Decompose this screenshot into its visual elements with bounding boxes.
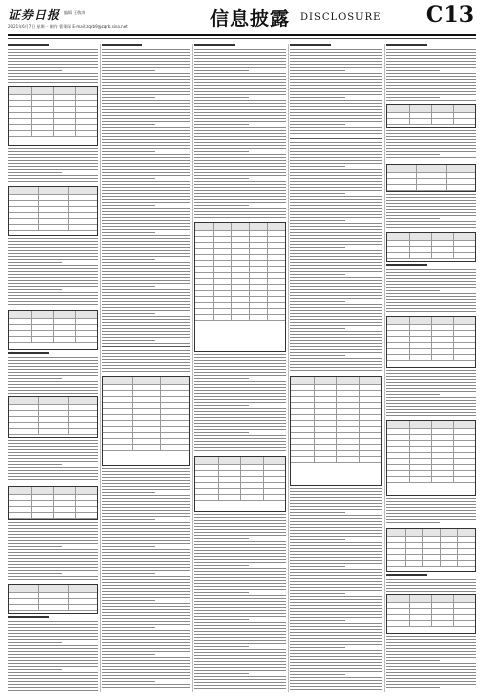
article-text-block [102,350,190,374]
table-row [387,421,475,429]
column-separator [192,44,193,692]
article-text-block [8,522,98,582]
column-separator [288,44,289,692]
article-text-block [8,440,98,484]
table-row [387,561,475,567]
table-row [387,317,475,325]
data-table [8,310,98,350]
editor-line: 编辑 王敬涛 [64,10,86,15]
table-row [9,397,97,405]
data-table [386,420,476,496]
table-row [291,457,381,463]
article-text-block [386,44,476,102]
table-row [103,377,189,385]
article-text-block [290,142,382,374]
article-text-block [194,354,286,454]
data-table [290,376,382,486]
table-row [9,187,97,195]
article-text-block [290,44,382,136]
table-row [9,131,97,137]
table-row [195,223,285,231]
data-table [194,222,286,352]
article-text-block [386,498,476,526]
article-text-block [8,44,98,84]
table-row [387,595,475,603]
article-text-block [386,370,476,418]
data-table [386,104,476,128]
table-row [387,165,475,173]
data-table [102,376,190,466]
column-1 [8,44,98,692]
masthead-logo: 证券日报 [8,8,61,22]
table-row [195,495,285,501]
article-text-block [194,44,286,220]
article-text-block [102,44,190,344]
table-row [195,315,285,321]
table-row [387,185,475,191]
data-table [386,164,476,192]
table-row [9,513,97,519]
article-text-block [102,468,190,692]
column-separator [100,44,101,692]
data-table [8,396,98,438]
table-row [387,105,475,113]
article-text-block [386,194,476,230]
article-text-block [8,148,98,184]
article-text-block [386,574,476,592]
table-row [387,233,475,241]
date-line: 2021年6月7日 星期一 制作 曹秉琛 E-mail:zqrb9@zqrb.sina.net [8,24,128,29]
masthead [8,6,126,24]
table-row [9,311,97,319]
table-row [387,621,475,627]
article-text-block [194,514,286,692]
data-table [386,232,476,262]
table-row [291,377,381,385]
table-row [9,337,97,343]
data-table [8,186,98,236]
table-row [387,253,475,259]
table-row [9,429,97,435]
article-text-block [8,352,98,394]
data-table [194,456,286,512]
column-4 [290,44,382,692]
table-row [9,585,97,593]
page-header [0,0,484,44]
column-3 [194,44,286,692]
header-rule-thin [8,38,476,39]
section-divider [290,138,382,139]
section-title-en: DISCLOSURE [300,12,382,23]
page-number: C13 [425,2,474,28]
table-row [387,119,475,125]
header-rule-thick [8,34,476,36]
column-separator [384,44,385,692]
column-2 [102,44,190,692]
table-row [9,225,97,231]
article-text-block [290,488,382,692]
article-text-block [8,616,98,692]
section-divider [102,346,190,347]
data-table [8,86,98,146]
data-table [386,528,476,572]
page-content [8,44,476,692]
table-row [103,445,189,451]
column-5 [386,44,476,692]
table-row [387,355,475,361]
article-text-block [386,636,476,692]
article-text-block [386,130,476,162]
table-row [9,605,97,611]
table-row [387,477,475,483]
section-title-cn: 信息披露 [210,8,291,30]
article-text-block [8,238,98,308]
data-table [386,594,476,634]
table-row [9,87,97,95]
data-table [386,316,476,368]
data-table [8,486,98,520]
data-table [8,584,98,614]
table-row [9,487,97,495]
table-row [195,457,285,465]
table-row [387,529,475,537]
article-text-block [386,264,476,314]
